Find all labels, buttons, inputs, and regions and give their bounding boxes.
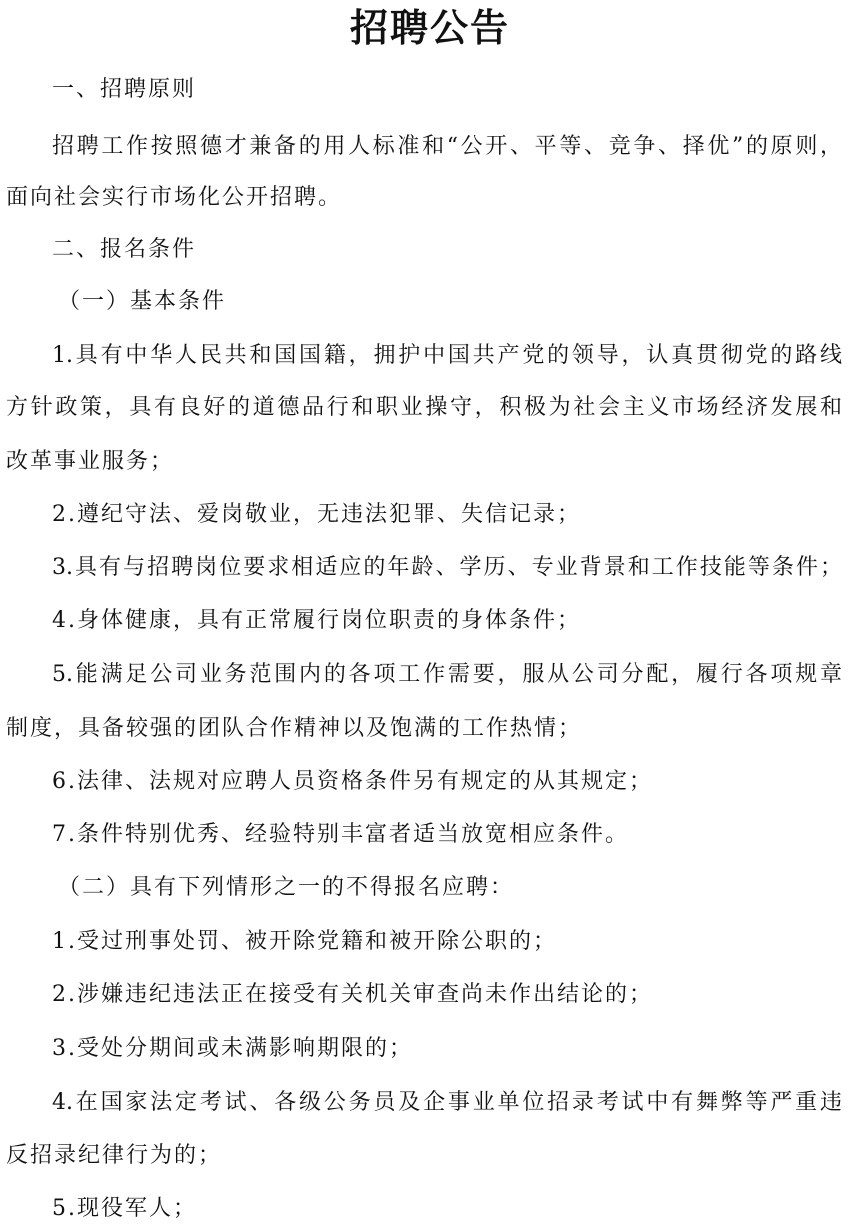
list-item: 2.涉嫌违纪违法正在接受有关机关审查尚未作出结论的； bbox=[52, 982, 653, 1007]
list-item: 2.遵纪守法、爱岗敬业，无违法犯罪、失信记录； bbox=[52, 502, 581, 527]
paragraph-line: 制度，具备较强的团队合作精神以及饱满的工作热情； bbox=[6, 716, 583, 741]
list-item: 4.在国家法定考试、各级公务员及企事业单位招录考试中有舞弊等严重违 bbox=[52, 1090, 842, 1115]
list-item: 6.法律、法规对应聘人员资格条件另有规定的从其规定； bbox=[52, 769, 653, 794]
section-heading-conditions: 二、报名条件 bbox=[52, 237, 197, 262]
list-item: 4.身体健康，具有正常履行岗位职责的身体条件； bbox=[52, 608, 581, 633]
paragraph-line: 面向社会实行市场化公开招聘。 bbox=[6, 185, 343, 210]
paragraph-line: 改革事业服务； bbox=[6, 449, 175, 474]
list-item: 3.受处分期间或未满影响期限的； bbox=[52, 1036, 413, 1061]
list-item: 3.具有与招聘岗位要求相适应的年龄、学历、专业背景和工作技能等条件； bbox=[52, 555, 842, 580]
list-item: 7.条件特别优秀、经验特别丰富者适当放宽相应条件。 bbox=[52, 822, 629, 847]
page-title: 招聘公告 bbox=[349, 5, 510, 50]
subsection-heading-basic: （一）基本条件 bbox=[58, 289, 227, 314]
paragraph-line: 方针政策，具有良好的道德品行和职业操守，积极为社会主义市场经济发展和 bbox=[6, 395, 842, 420]
paragraph-line: 招聘工作按照德才兼备的用人标准和“公开、平等、竞争、择优”的原则， bbox=[52, 134, 842, 159]
section-heading-principles: 一、招聘原则 bbox=[52, 77, 197, 102]
list-item: 1.具有中华人民共和国国籍，拥护中国共产党的领导，认真贯彻党的路线 bbox=[52, 343, 842, 368]
list-item: 5.能满足公司业务范围内的各项工作需要，服从公司分配，履行各项规章 bbox=[52, 662, 842, 687]
list-item: 5.现役军人； bbox=[52, 1196, 197, 1221]
subsection-heading-exclusions: （二）具有下列情形之一的不得报名应聘： bbox=[58, 875, 515, 900]
list-item: 1.受过刑事处罚、被开除党籍和被开除公职的； bbox=[52, 929, 557, 954]
paragraph-line: 反招录纪律行为的； bbox=[6, 1143, 223, 1168]
